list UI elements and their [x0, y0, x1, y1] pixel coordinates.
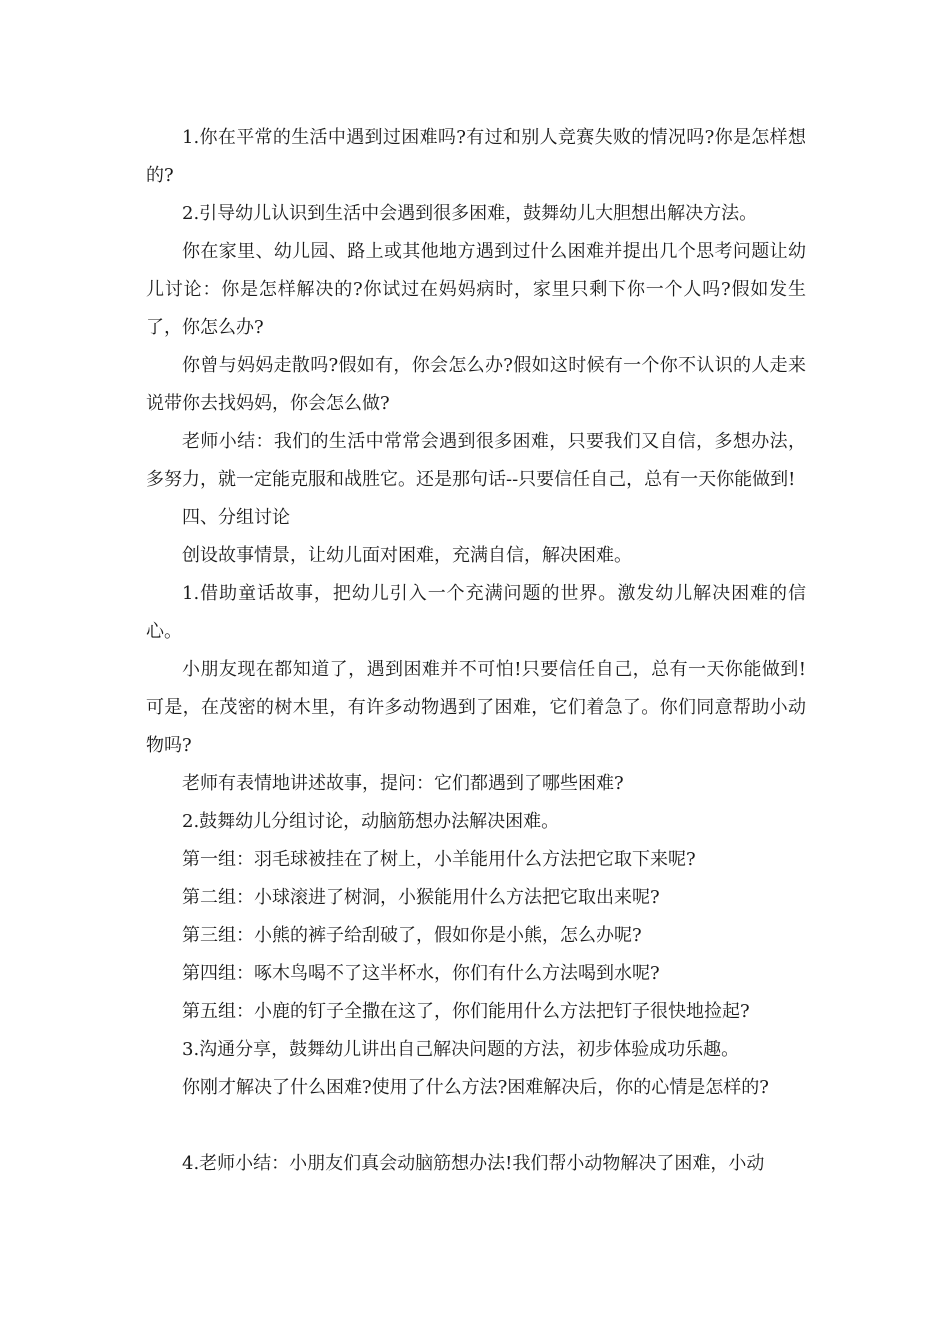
list-item-group-5: 第五组：小鹿的钉子全撒在这了，你们能用什么方法把钉子很快地捡起?	[182, 1001, 750, 1022]
list-item-group-4: 第四组：啄木鸟喝不了这半杯水，你们有什么方法喝到水呢?	[182, 963, 660, 984]
paragraph-lost-mother: 你曾与妈妈走散吗?假如有，你会怎么办?假如这时候有一个你不认识的人走来说带你去找妈妈，你会怎么做?	[146, 355, 806, 414]
list-item-group-3: 第三组：小熊的裤子给刮破了，假如你是小熊，怎么办呢?	[182, 925, 642, 946]
paragraph-storytelling: 老师有表情地讲述故事，提问：它们都遇到了哪些困难?	[182, 773, 624, 794]
paragraph-forest-animals: 小朋友现在都知道了，遇到困难并不可怕!只要信任自己，总有一天你能做到!可是，在茂密的树木里，有许多动物遇到了困难，它们着急了。你们同意帮助小动物吗?	[146, 659, 806, 756]
paragraph-discussion: 你在家里、幼儿园、路上或其他地方遇到过什么困难并提出几个思考问题让幼儿讨论：你是怎样解决的?你试过在妈妈病时，家里只剩下你一个人吗?假如发生了，你怎么办?	[146, 241, 806, 338]
paragraph-share: 3.沟通分享，鼓舞幼儿讲出自己解决问题的方法，初步体验成功乐趣。	[182, 1039, 740, 1060]
section-heading-group-discussion: 四、分组讨论	[182, 507, 290, 528]
document-body	[146, 119, 806, 1183]
paragraph-story-scene: 创设故事情景，让幼儿面对困难，充满自信，解决困难。	[182, 545, 632, 566]
paragraph-teacher-summary: 老师小结：我们的生活中常常会遇到很多困难，只要我们又自信，多想办法，多努力，就一定能克服和战胜它。还是那句话--只要信任自己，总有一天你能做到!	[146, 431, 806, 490]
paragraph-final-summary: 4.老师小结：小朋友们真会动脑筋想办法!我们帮小动物解决了困难，小动	[182, 1153, 765, 1174]
paragraph-reflection-question: 你刚才解决了什么困难?使用了什么方法?困难解决后，你的心情是怎样的?	[182, 1077, 769, 1098]
list-item-group-2: 第二组：小球滚进了树洞，小猴能用什么方法把它取出来呢?	[182, 887, 660, 908]
paragraph-guide-2: 2.引导幼儿认识到生活中会遇到很多困难，鼓舞幼儿大胆想出解决方法。	[182, 203, 758, 224]
paragraph-group-encourage: 2.鼓舞幼儿分组讨论，动脑筋想办法解决困难。	[182, 811, 560, 832]
paragraph-question-1: 1.你在平常的生活中遇到过困难吗?有过和别人竞赛失败的情况吗?你是怎样想的?	[146, 127, 806, 186]
list-item-group-1: 第一组：羽毛球被挂在了树上，小羊能用什么方法把它取下来呢?	[182, 849, 696, 870]
paragraph-fairy-tale: 1.借助童话故事，把幼儿引入一个充满问题的世界。激发幼儿解决困难的信心。	[146, 583, 806, 642]
